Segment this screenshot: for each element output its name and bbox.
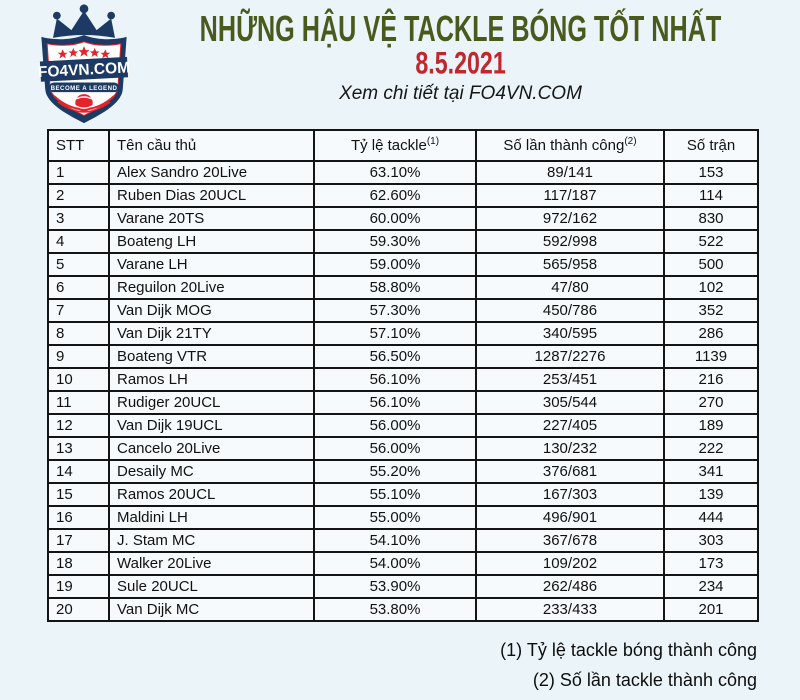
success-count-cell: 167/303 [476, 483, 664, 506]
table-row [48, 161, 758, 184]
col-header-player-label: Tên cầu thủ [117, 137, 197, 154]
player-cell: Reguilon 20Live [109, 276, 314, 299]
col-header-success-count [476, 130, 664, 161]
col-header-tackle-rate [314, 130, 476, 161]
table-row [48, 253, 758, 276]
table-row [48, 207, 758, 230]
success-count-cell: 89/141 [476, 161, 664, 184]
table-row [48, 414, 758, 437]
success-count-cell: 117/187 [476, 184, 664, 207]
tackle-rate-cell: 62.60% [314, 184, 476, 207]
tackle-stats-table [47, 129, 759, 622]
table-row [48, 437, 758, 460]
rank-cell: 6 [48, 276, 109, 299]
success-count-cell: 376/681 [476, 460, 664, 483]
tackle-rate-cell: 55.00% [314, 506, 476, 529]
matches-cell: 114 [664, 184, 758, 207]
player-cell: Varane LH [109, 253, 314, 276]
matches-cell: 341 [664, 460, 758, 483]
player-cell: Sule 20UCL [109, 575, 314, 598]
table-row [48, 299, 758, 322]
player-cell: Cancelo 20Live [109, 437, 314, 460]
table-row [48, 368, 758, 391]
col-header-rank-label: STT [56, 137, 85, 154]
rank-cell: 10 [48, 368, 109, 391]
tackle-rate-cell: 54.00% [314, 552, 476, 575]
tackle-rate-cell: 58.80% [314, 276, 476, 299]
tackle-rate-cell: 57.10% [314, 322, 476, 345]
header [0, 0, 800, 129]
matches-cell: 189 [664, 414, 758, 437]
tackle-rate-cell: 55.20% [314, 460, 476, 483]
page-title: NHỮNG HẬU VỆ TACKLE BÓNG TỐT NHẤT [199, 9, 722, 50]
tackle-rate-cell: 60.00% [314, 207, 476, 230]
player-cell: Varane 20TS [109, 207, 314, 230]
table-row [48, 552, 758, 575]
table-row [48, 345, 758, 368]
footnote-ref-2: (2) [624, 136, 637, 147]
rank-cell: 13 [48, 437, 109, 460]
rank-cell: 19 [48, 575, 109, 598]
success-count-cell: 227/405 [476, 414, 664, 437]
success-count-cell: 262/486 [476, 575, 664, 598]
matches-cell: 270 [664, 391, 758, 414]
table-row [48, 391, 758, 414]
table-row [48, 483, 758, 506]
header-row [48, 130, 758, 161]
col-header-tackle-rate-label: Tỷ lệ tackle [350, 137, 427, 154]
table-row [48, 322, 758, 345]
success-count-cell: 592/998 [476, 230, 664, 253]
table-row [48, 506, 758, 529]
matches-cell: 139 [664, 483, 758, 506]
tackle-rate-cell: 56.00% [314, 437, 476, 460]
player-cell: Maldini LH [109, 506, 314, 529]
success-count-cell: 253/451 [476, 368, 664, 391]
rank-cell: 3 [48, 207, 109, 230]
tackle-rate-cell: 54.10% [314, 529, 476, 552]
table-row [48, 460, 758, 483]
logo-site-text: FO4VN.COM [37, 59, 131, 82]
table-row [48, 230, 758, 253]
player-cell: Boateng LH [109, 230, 314, 253]
footnotes [47, 636, 757, 695]
player-cell: J. Stam MC [109, 529, 314, 552]
footnote-1: (1) Tỷ lệ tackle bóng thành công [500, 640, 757, 660]
date-label: 8.5.2021 [415, 45, 506, 80]
table-row [48, 575, 758, 598]
success-count-cell: 305/544 [476, 391, 664, 414]
rank-cell: 4 [48, 230, 109, 253]
col-header-matches-label: Số trận [686, 137, 736, 154]
matches-cell: 216 [664, 368, 758, 391]
matches-cell: 444 [664, 506, 758, 529]
rank-cell: 1 [48, 161, 109, 184]
table-header [48, 130, 758, 161]
col-header-rank [48, 130, 109, 161]
rank-cell: 11 [48, 391, 109, 414]
success-count-cell: 47/80 [476, 276, 664, 299]
rank-cell: 16 [48, 506, 109, 529]
matches-cell: 303 [664, 529, 758, 552]
matches-cell: 153 [664, 161, 758, 184]
tackle-rate-cell: 63.10% [314, 161, 476, 184]
tackle-rate-cell: 59.30% [314, 230, 476, 253]
player-cell: Desaily MC [109, 460, 314, 483]
table-row [48, 529, 758, 552]
tackle-rate-cell: 55.10% [314, 483, 476, 506]
rank-cell: 12 [48, 414, 109, 437]
tackle-rate-cell: 56.00% [314, 414, 476, 437]
success-count-cell: 109/202 [476, 552, 664, 575]
col-header-matches [664, 130, 758, 161]
subtitle: Xem chi tiết tại FO4VN.COM [339, 82, 582, 104]
table-row [48, 276, 758, 299]
rank-cell: 2 [48, 184, 109, 207]
player-cell: Van Dijk 19UCL [109, 414, 314, 437]
tackle-rate-cell: 59.00% [314, 253, 476, 276]
matches-cell: 234 [664, 575, 758, 598]
footnote-ref-1: (1) [426, 136, 440, 147]
logo-tagline-text: BECOME A LEGEND [50, 84, 118, 92]
tackle-rate-cell: 56.50% [314, 345, 476, 368]
matches-cell: 173 [664, 552, 758, 575]
matches-cell: 1139 [664, 345, 758, 368]
fo4vn-logo [0, 0, 150, 133]
matches-cell: 222 [664, 437, 758, 460]
success-count-cell: 450/786 [476, 299, 664, 322]
player-cell: Ramos LH [109, 368, 314, 391]
logo-tagline-band [49, 82, 119, 92]
success-count-cell: 1287/2276 [476, 345, 664, 368]
col-header-player [109, 130, 314, 161]
rank-cell: 17 [48, 529, 109, 552]
player-cell: Rudiger 20UCL [109, 391, 314, 414]
player-cell: Ruben Dias 20UCL [109, 184, 314, 207]
matches-cell: 522 [664, 230, 758, 253]
matches-cell: 201 [664, 598, 758, 621]
success-count-cell: 130/232 [476, 437, 664, 460]
crown-icon [53, 4, 115, 37]
matches-cell: 830 [664, 207, 758, 230]
player-cell: Van Dijk 21TY [109, 322, 314, 345]
rank-cell: 9 [48, 345, 109, 368]
table-row [48, 184, 758, 207]
success-count-cell: 233/433 [476, 598, 664, 621]
footnote-2: (2) Số lần tackle thành công [532, 669, 757, 690]
tackle-rate-cell: 53.80% [314, 598, 476, 621]
player-cell: Ramos 20UCL [109, 483, 314, 506]
tackle-rate-cell: 57.30% [314, 299, 476, 322]
matches-cell: 500 [664, 253, 758, 276]
tackle-rate-cell: 56.10% [314, 368, 476, 391]
matches-cell: 102 [664, 276, 758, 299]
col-header-success-count-label: Số lần thành công [503, 137, 625, 154]
player-cell: Alex Sandro 20Live [109, 161, 314, 184]
success-count-cell: 972/162 [476, 207, 664, 230]
tackle-rate-cell: 56.10% [314, 391, 476, 414]
tackle-rate-cell: 53.90% [314, 575, 476, 598]
player-cell: Walker 20Live [109, 552, 314, 575]
success-count-cell: 367/678 [476, 529, 664, 552]
rank-cell: 5 [48, 253, 109, 276]
rank-cell: 7 [48, 299, 109, 322]
rank-cell: 15 [48, 483, 109, 506]
matches-cell: 286 [664, 322, 758, 345]
stats-table-body [48, 161, 758, 621]
player-cell: Van Dijk MOG [109, 299, 314, 322]
rank-cell: 18 [48, 552, 109, 575]
success-count-cell: 340/595 [476, 322, 664, 345]
shield-crest-icon [20, 2, 148, 128]
rank-cell: 20 [48, 598, 109, 621]
matches-cell: 352 [664, 299, 758, 322]
success-count-cell: 565/958 [476, 253, 664, 276]
table-row [48, 598, 758, 621]
rank-cell: 8 [48, 322, 109, 345]
player-cell: Boateng VTR [109, 345, 314, 368]
player-cell: Van Dijk MC [109, 598, 314, 621]
rank-cell: 14 [48, 460, 109, 483]
header-text-block [150, 0, 800, 105]
success-count-cell: 496/901 [476, 506, 664, 529]
